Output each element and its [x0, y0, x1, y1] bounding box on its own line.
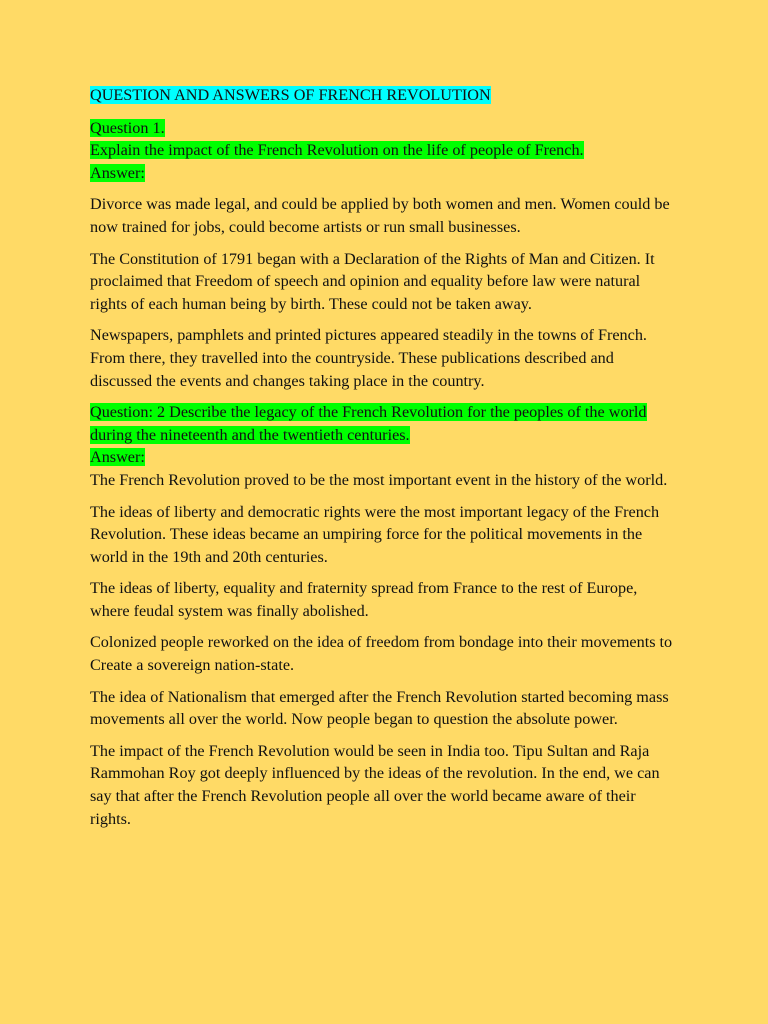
question-2-text: Question: 2 Describe the legacy of the French Revolution for the peoples of the world during the nineteenth and the twentieth centuries.	[90, 403, 647, 444]
question-1-number-line	[90, 117, 678, 140]
answer-1-paragraph-1: Divorce was made legal, and could be applied by both women and men. Women could be now trained for jobs, could become artists or run small businesses.	[90, 195, 670, 236]
answer-2-paragraph-2: The ideas of liberty, equality and fraternity spread from France to the rest of Europe, where feudal system was finally abolished.	[90, 579, 638, 620]
question-1-text-line	[90, 139, 678, 162]
question-1-block	[90, 117, 678, 185]
answer-2-intro: The French Revolution proved to be the most important event in the history of the world.	[90, 470, 668, 489]
document-title-line	[90, 84, 678, 107]
question-1-text: Explain the impact of the French Revolution on the life of people of French.	[90, 141, 584, 160]
question-1-number: Question 1.	[90, 118, 165, 137]
answer-2-paragraph-4: The idea of Nationalism that emerged after the French Revolution started becoming mass movements all over the world. Now people began to question the absolute power.	[90, 687, 669, 729]
answer-2-paragraph-3: Colonized people reworked on the idea of freedom from bondage into their movements to Create a sovereign nation-state.	[90, 633, 673, 675]
question-2-answer-label-line	[90, 446, 678, 469]
question-1-answer-label-line	[90, 162, 678, 185]
answer-1-paragraph-3: Newspapers, pamphlets and printed pictures appeared steadily in the towns of French. From there, they travelled into the countryside. These publications described and discussed the events and changes taking place in the country.	[90, 326, 647, 390]
answer-2-paragraph-5: The impact of the French Revolution would be seen in India too. Tipu Sultan and Raja Rammohan Roy got deeply influenced by the ideas of the revolution. In the end, we can say that after the French Revolution people all over the world became aware of their rights.	[90, 741, 660, 828]
question-1-answer-label: Answer:	[90, 163, 145, 182]
question-2-block	[90, 401, 678, 491]
answer-2-paragraph-1: The ideas of liberty and democratic rights were the most important legacy of the French Revolution. These ideas became an umpiring force for the political movements in the world in the 19th and 20th centuries.	[90, 502, 660, 566]
document-title: QUESTION AND ANSWERS OF FRENCH REVOLUTION	[90, 86, 491, 104]
answer-1-paragraph-2: The Constitution of 1791 began with a Declaration of the Rights of Man and Citizen. It proclaimed that Freedom of speech and opinion and equality before law were natural rights of each human being by birth. These could not be taken away.	[90, 249, 655, 313]
question-2-answer-label: Answer:	[90, 448, 145, 467]
question-2-text-line	[90, 401, 678, 446]
